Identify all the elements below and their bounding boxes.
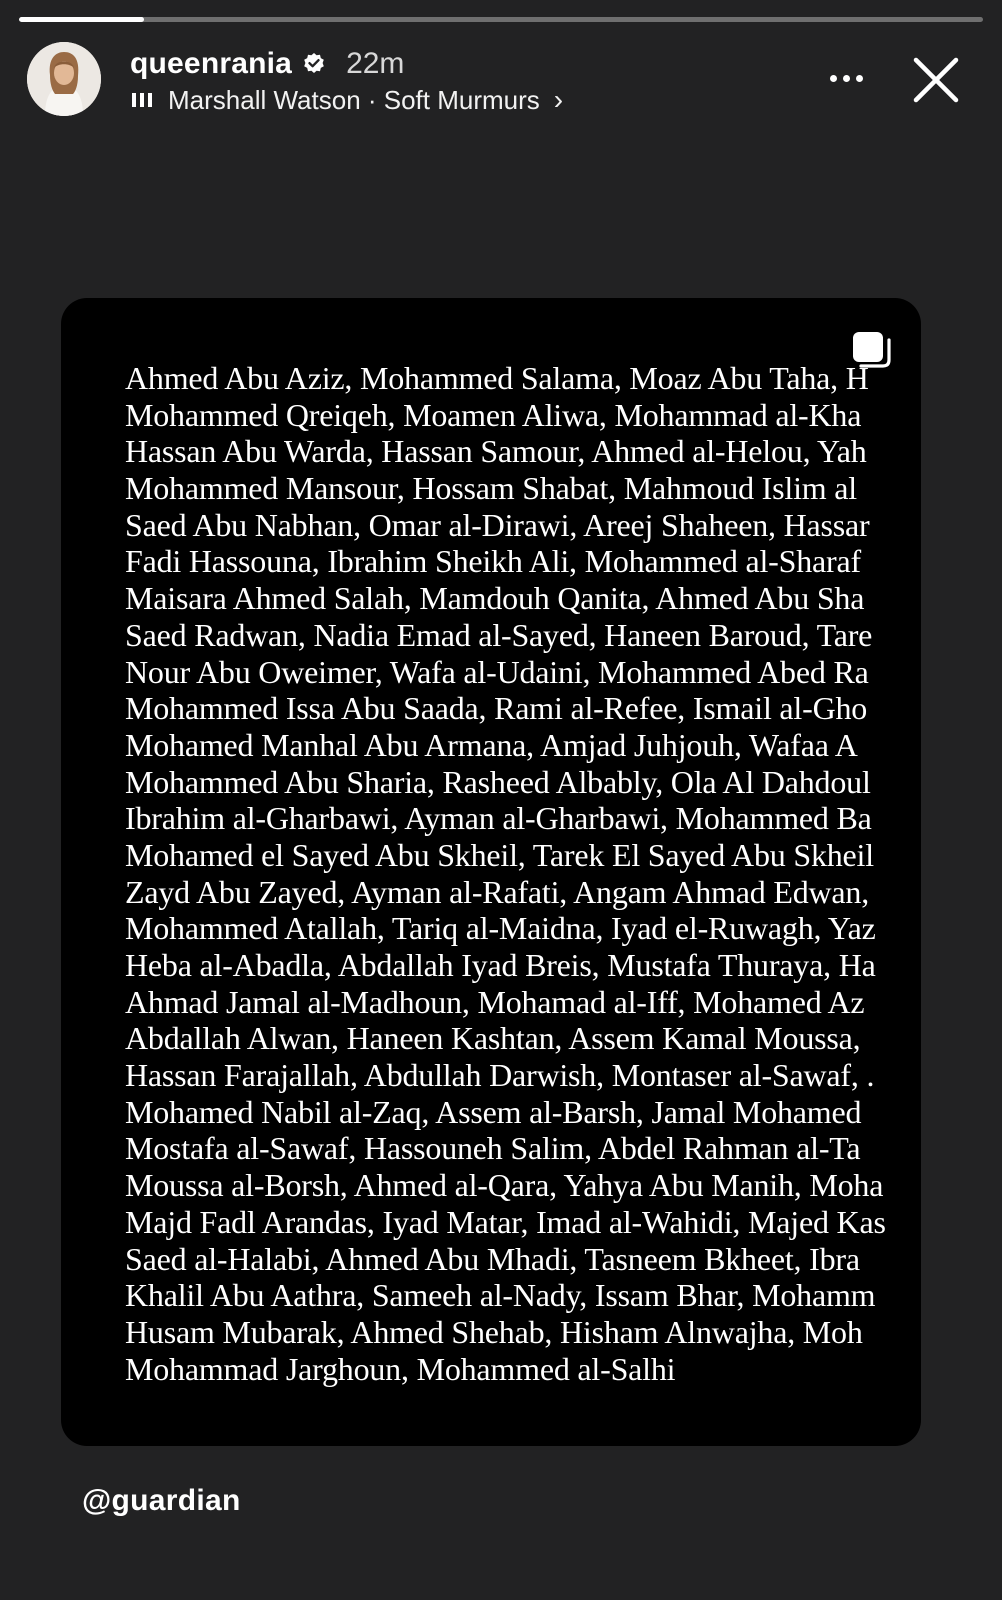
names-line: Saed Radwan, Nadia Emad al-Sayed, Haneen Baroud, Tare [125, 616, 873, 653]
avatar[interactable] [27, 42, 101, 116]
shared-post-card[interactable] [61, 298, 921, 1446]
more-options-icon[interactable] [822, 58, 870, 98]
story-progress-fill [19, 17, 144, 22]
names-line: Hassan Farajallah, Abdullah Darwish, Montaser al-Sawaf, . [125, 1057, 875, 1094]
names-line: Husam Mubarak, Ahmed Shehab, Hisham Alnwajha, Moh [125, 1313, 863, 1350]
names-line: Fadi Hassouna, Ibrahim Sheikh Ali, Mohammed al-Sharaf [125, 543, 861, 580]
names-line: Hassan Abu Warda, Hassan Samour, Ahmed al-Helou, Yah [125, 433, 867, 470]
mention-sticker[interactable]: @guardian [82, 1484, 241, 1517]
names-line: Ahmed Abu Aziz, Mohammed Salama, Moaz Abu Taha, H [125, 360, 869, 396]
music-track-label: Marshall Watson · Soft Murmurs [168, 84, 540, 115]
username[interactable]: queenrania [130, 47, 293, 80]
names-line: Majd Fadl Arandas, Iyad Matar, Imad al-Wahidi, Majed Kas [125, 1203, 886, 1240]
names-line: Moussa al-Borsh, Ahmed al-Qara, Yahya Abu Manih, Moha [125, 1167, 884, 1204]
names-line: Mohammed Qreiqeh, Moamen Aliwa, Mohammad al-Kha [125, 396, 862, 433]
names-line: Saed al-Halabi, Ahmed Abu Mhadi, Tasneem Bkheet, Ibra [125, 1240, 860, 1277]
names-text-block [125, 360, 921, 1387]
names-line: Mohammed Issa Abu Saada, Rami al-Refee, Ismail al-Gho [125, 690, 868, 727]
music-info[interactable] [132, 84, 563, 116]
names-line: Nour Abu Oweimer, Wafa al-Udaini, Mohammed Abed Ra [125, 653, 869, 690]
names-line: Mohammed Mansour, Hossam Shabat, Mahmoud Islim al [125, 470, 857, 507]
names-line: Mohamed Nabil al-Zaq, Assem al-Barsh, Jamal Mohamed [125, 1093, 862, 1130]
verified-badge-icon [302, 52, 326, 76]
avatar-image [27, 42, 101, 116]
story-progress-bar [19, 17, 983, 22]
names-line: Mohamed Manhal Abu Armana, Amjad Juhjouh, Wafaa A [125, 726, 858, 763]
names-line: Mohammad Jarghoun, Mohammed al-Salhi [125, 1350, 676, 1387]
close-icon[interactable] [908, 52, 964, 108]
names-line: Mohamed el Sayed Abu Skheil, Tarek El Sayed Abu Skheil [125, 836, 874, 873]
names-line: Mohammed Abu Sharia, Rasheed Albably, Ola Al Dahdoul [125, 763, 871, 800]
names-line: Heba al-Abadla, Abdallah Iyad Breis, Mustafa Thuraya, Ha [125, 947, 876, 983]
story-header-info [130, 44, 404, 84]
names-line: Mostafa al-Sawaf, Hassouneh Salim, Abdel Rahman al-Ta [125, 1130, 861, 1167]
music-bars-icon [132, 91, 152, 109]
names-line: Saed Abu Nabhan, Omar al-Dirawi, Areej Shaheen, Hassar [125, 506, 870, 543]
names-line: Khalil Abu Aathra, Sameeh al-Nady, Issam Bhar, Mohamm [125, 1277, 876, 1314]
names-line: Ahmad Jamal al-Madhoun, Mohamad al-Iff, Mohamed Az [125, 983, 865, 1020]
names-line: Ibrahim al-Gharbawi, Ayman al-Gharbawi, Mohammed Ba [125, 800, 872, 837]
names-line: Abdallah Alwan, Haneen Kashtan, Assem Kamal Moussa, [125, 1020, 861, 1057]
post-time: 22m [346, 47, 405, 80]
names-line: Zayd Abu Zayed, Ayman al-Rafati, Angam Ahmad Edwan, [125, 873, 870, 910]
names-line: Mohammed Atallah, Tariq al-Maidna, Iyad el-Ruwagh, Yaz [125, 910, 876, 947]
names-line: Maisara Ahmed Salah, Mamdouh Qanita, Ahmed Abu Sha [125, 580, 865, 617]
chevron-right-icon: › [553, 84, 564, 115]
